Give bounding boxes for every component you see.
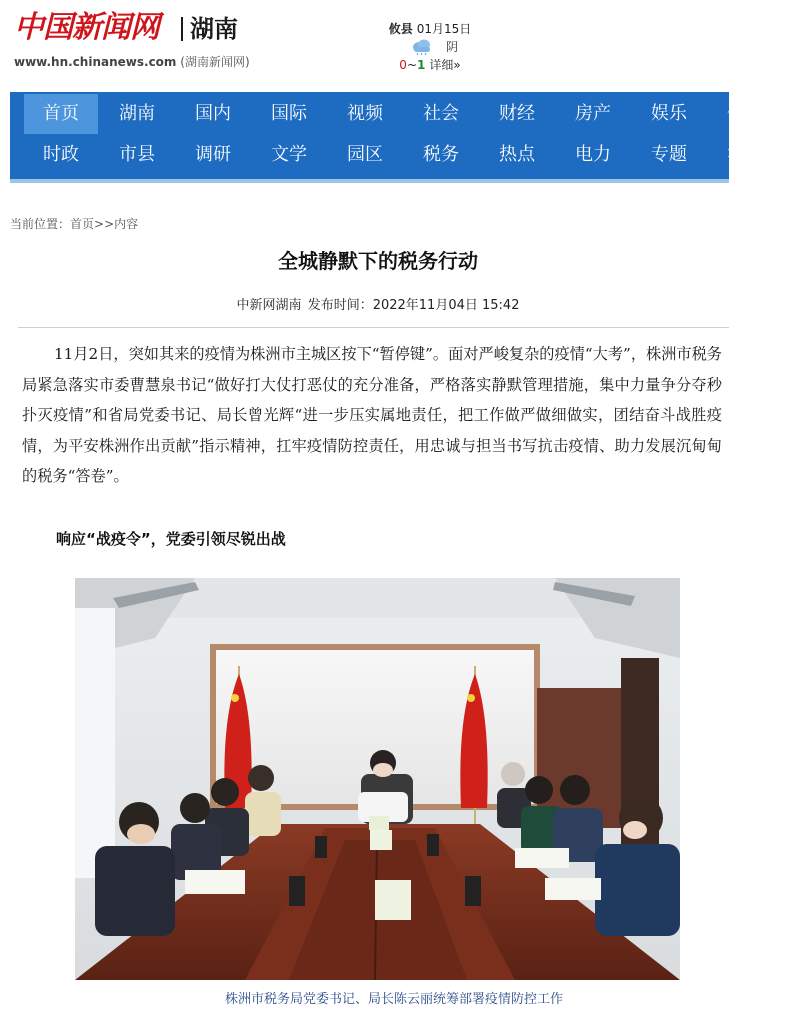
site-name: (湖南新闻网) — [180, 55, 250, 69]
logo-region: 湖南 — [190, 15, 238, 43]
publish-time: 2022年11月04日 15:42 — [372, 298, 520, 313]
weather-temp-separator: ~ — [406, 58, 417, 72]
photo-caption: 株洲市税务局党委书记、局长陈云丽统筹部署疫情防控工作 — [224, 992, 563, 1007]
nav-item-sports[interactable]: 体育 — [727, 103, 763, 124]
nav-item-realestate[interactable]: 房产 — [575, 103, 611, 124]
nav-item-tax[interactable]: 税务 — [423, 144, 459, 165]
weather-date: 01月15日 — [416, 22, 472, 36]
nav-item-finance[interactable]: 财经 — [499, 103, 535, 124]
nav-item-counties[interactable]: 市县 — [119, 144, 155, 165]
nav-item-topics[interactable]: 专题 — [651, 144, 687, 165]
nav-item-rolling[interactable]: 滚动 — [727, 144, 763, 165]
breadcrumb-home-link[interactable]: 首页 — [70, 217, 95, 231]
article-photo — [75, 578, 680, 980]
nav-item-international[interactable]: 国际 — [271, 103, 307, 124]
weather-detail-link[interactable]: 详细» — [429, 58, 461, 72]
weather-city: 攸县 — [388, 22, 413, 36]
nav-item-entertainment[interactable]: 娱乐 — [651, 103, 687, 124]
article-source: 中新网湖南 — [236, 298, 302, 313]
breadcrumb-label: 当前位置： — [10, 217, 71, 231]
nav-row-1 — [10, 94, 770, 134]
logo-wordmark: 中国新闻网 — [14, 10, 159, 45]
weather-condition: 阴 — [446, 40, 459, 54]
breadcrumb — [10, 216, 138, 232]
nav-row-2 — [10, 135, 770, 175]
weather-widget — [380, 20, 480, 74]
weather-high-temp: 1 — [417, 58, 426, 72]
main-nav — [10, 92, 763, 183]
logo-url — [14, 54, 250, 70]
site-url: www.hn.chinanews.com — [14, 55, 177, 69]
logo-divider — [181, 17, 183, 41]
nav-item-power[interactable]: 电力 — [575, 144, 611, 165]
meeting-room-photo — [75, 578, 680, 980]
breadcrumb-separator: >> — [94, 217, 115, 231]
nav-item-literature[interactable]: 文学 — [271, 144, 307, 165]
article-paragraph: 11月2日，突如其来的疫情为株洲市主城区按下“暂停键”。面对严峻复杂的疫情“大考”，株洲市税务局紧急落实市委曹慧泉书记“做好打大仗打恶仗的充分准备，严格落实静默管理措施，集中力量争分夺秒扑灭疫情”和省局党委书记、局长曾光辉“进一步压实属地责任，把工作做严做细做实，团结奋斗战胜疫情，为平安株洲作出贡献”指示精神，扛牢疫情防控责任，用忠诚与担当书写抗击疫情、助力发展沉甸甸的税务“答卷”。 — [22, 345, 722, 485]
nav-item-hot[interactable]: 热点 — [499, 144, 535, 165]
nav-item-home[interactable]: 首页 — [24, 94, 98, 134]
nav-item-hunan[interactable]: 湖南 — [119, 103, 155, 124]
nav-item-parks[interactable]: 园区 — [347, 144, 383, 165]
nav-item-research[interactable]: 调研 — [195, 144, 231, 165]
article-subheading: 响应“战疫令”，党委引领尽锐出战 — [56, 530, 286, 548]
site-logo[interactable] — [14, 8, 254, 70]
nav-item-politics[interactable]: 时政 — [43, 144, 79, 165]
article-title: 全城静默下的税务行动 — [278, 249, 478, 273]
cloudy-icon — [411, 39, 433, 55]
article-meta — [0, 297, 756, 315]
nav-item-society[interactable]: 社会 — [423, 103, 459, 124]
publish-label: 发布时间： — [307, 298, 373, 313]
breadcrumb-current: 内容 — [114, 217, 139, 231]
weather-low-temp: 0 — [399, 58, 407, 72]
nav-item-video[interactable]: 视频 — [347, 103, 383, 124]
title-divider — [18, 327, 729, 328]
nav-item-domestic[interactable]: 国内 — [195, 103, 231, 124]
